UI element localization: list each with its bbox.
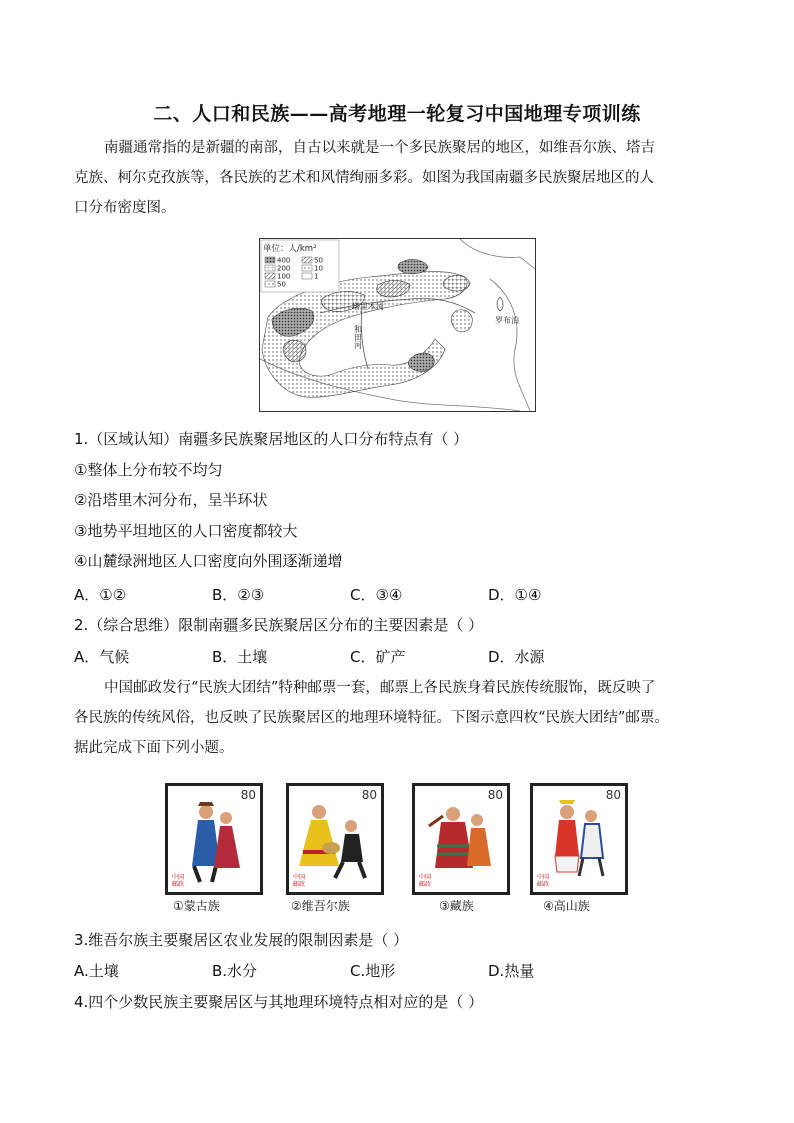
q3-option-c[interactable]: C.地形 xyxy=(350,962,396,980)
label-hetian-river: 和田河 xyxy=(353,325,363,349)
label-lopnur: 罗布泊 xyxy=(495,316,519,325)
stamp-2-post: 中国邮政 xyxy=(293,874,306,888)
q3-stem: 3.维吾尔族主要聚居区农业发展的限制因素是（ ） xyxy=(74,931,409,949)
stamp-mongolian xyxy=(165,783,263,895)
q2-option-d[interactable]: D．水源 xyxy=(488,648,545,666)
q1-options xyxy=(74,584,634,605)
q2-option-a[interactable]: A．气候 xyxy=(74,648,130,666)
stamp-3-value: 80 xyxy=(487,788,503,802)
map-unit: 单位：人/km² xyxy=(263,244,317,254)
stamp-4-value: 80 xyxy=(605,788,621,802)
q2-option-c[interactable]: C．矿产 xyxy=(350,648,406,666)
intro-line-1: 南疆通常指的是新疆的南部，自古以来就是一个多民族聚居的地区，如维吾尔族、塔吉 xyxy=(104,140,655,156)
intro-paragraph xyxy=(74,133,724,223)
stamp-1-value: 80 xyxy=(240,788,256,802)
stamp-3-caption: ③藏族 xyxy=(439,899,474,913)
stamp-2-value: 80 xyxy=(361,788,377,802)
label-tarim-river: 塔里木河 xyxy=(352,302,384,311)
population-density-map xyxy=(259,238,536,412)
q3-options xyxy=(74,960,634,981)
q3-option-b[interactable]: B.水分 xyxy=(212,962,258,980)
q1-item-2: ②沿塔里木河分布，呈半环状 xyxy=(74,491,268,509)
intro-line-2: 克族、柯尔克孜族等，各民族的艺术和风情绚丽多彩。如图为我国南疆多民族聚居地区的人 xyxy=(74,170,654,186)
stamp-1-caption: ①蒙古族 xyxy=(173,899,220,913)
stamp-intro-line-3: 据此完成下面下列小题。 xyxy=(74,740,234,756)
legend-200: 200 xyxy=(277,264,291,273)
stamp-gaoshan xyxy=(530,783,628,895)
q3-option-a[interactable]: A.土壤 xyxy=(74,962,119,980)
q1-item-3: ③地势平坦地区的人口密度都较大 xyxy=(74,522,298,540)
legend-1: 1 xyxy=(314,272,319,281)
stamp-3-post: 中国邮政 xyxy=(419,874,432,888)
q1-item-4: ④山麓绿洲地区人口密度向外围逐渐递增 xyxy=(74,552,343,570)
stamp-tibetan xyxy=(412,783,510,895)
q1-option-c[interactable]: C．③④ xyxy=(350,586,403,604)
stamp-2-caption: ②维吾尔族 xyxy=(291,899,350,913)
legend-100: 100 xyxy=(277,272,291,281)
q4-stem: 4.四个少数民族主要聚居区与其地理环境特点相对应的是（ ） xyxy=(74,993,484,1011)
q1-option-d[interactable]: D．①④ xyxy=(488,586,542,604)
stamp-intro-line-2: 各民族的传统风俗，也反映了民族聚居区的地理环境特征。下图示意四枚“民族大团结”邮票。 xyxy=(74,710,669,726)
stamp-intro-line-1: 中国邮政发行“民族大团结”特种邮票一套，邮票上各民族身着民族传统服饰，既反映了 xyxy=(104,680,656,696)
legend-50-left: 50 xyxy=(277,280,286,289)
q1-option-a[interactable]: A．①② xyxy=(74,586,127,604)
q1-stem: 1.（区域认知）南疆多民族聚居地区的人口分布特点有（ ） xyxy=(74,430,469,448)
q3-option-d[interactable]: D.热量 xyxy=(488,962,535,980)
q1-option-b[interactable]: B．②③ xyxy=(212,586,265,604)
stamp-intro-paragraph xyxy=(74,673,734,763)
q1-item-1: ①整体上分布较不均匀 xyxy=(74,461,223,479)
stamp-1-post: 中国邮政 xyxy=(172,874,185,888)
q2-options xyxy=(74,646,634,667)
legend-400: 400 xyxy=(277,256,291,265)
stamps-figure xyxy=(165,783,635,915)
q2-stem: 2.（综合思维）限制南疆多民族聚居区分布的主要因素是（ ） xyxy=(74,616,484,634)
page-title: 二、人口和民族——高考地理一轮复习中国地理专项训练 xyxy=(153,103,641,125)
stamp-uyghur xyxy=(286,783,384,895)
stamp-4-post: 中国邮政 xyxy=(537,874,550,888)
q2-option-b[interactable]: B．土壤 xyxy=(212,648,268,666)
legend-50-right: 50 xyxy=(314,256,323,265)
stamp-4-caption: ④高山族 xyxy=(543,899,590,913)
legend-10: 10 xyxy=(314,264,323,273)
intro-line-3: 口分布密度图。 xyxy=(74,200,176,216)
map-graphic xyxy=(260,239,535,411)
